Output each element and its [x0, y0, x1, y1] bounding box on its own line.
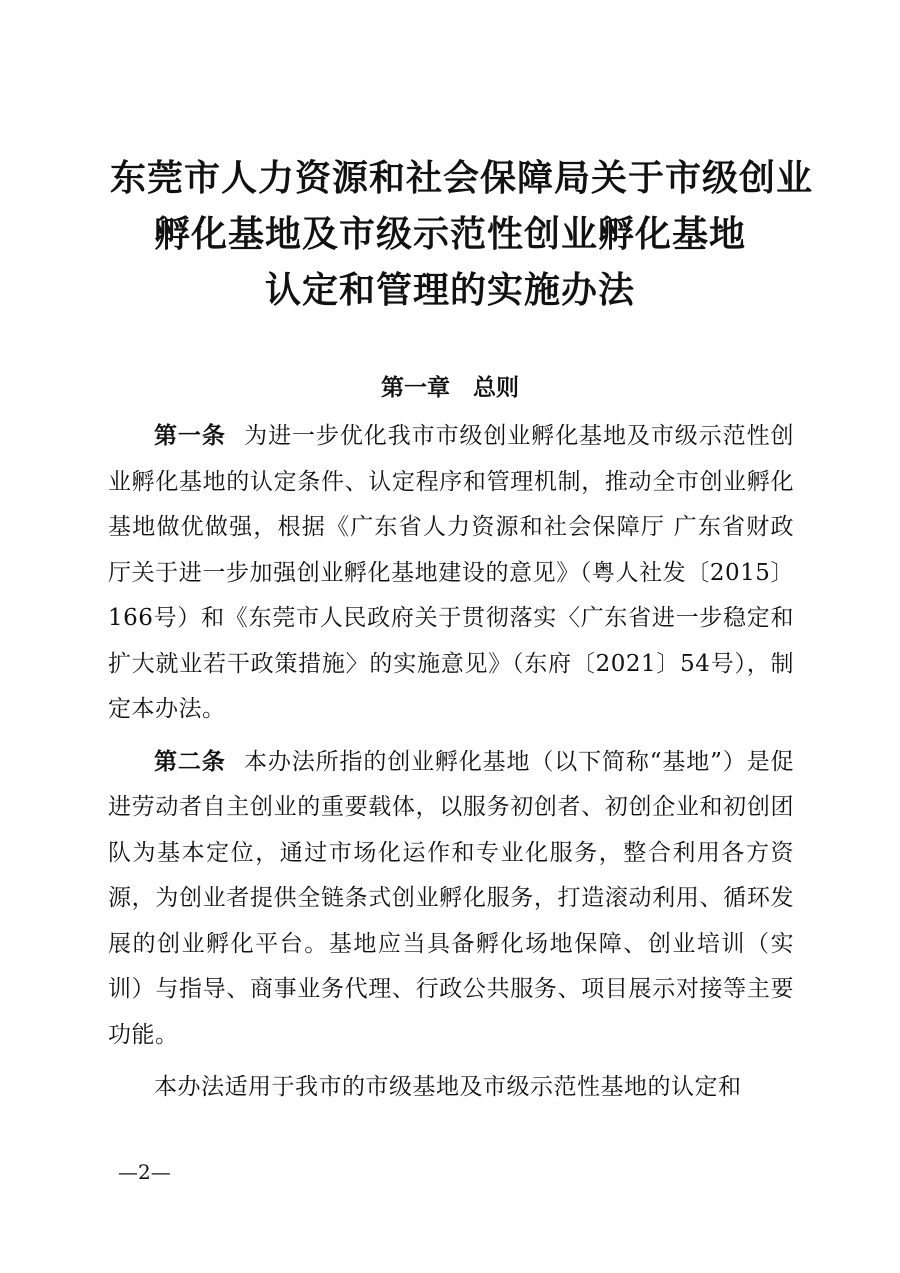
article-1-paragraph: [108, 414, 794, 733]
title-line-3: 认定和管理的实施办法: [264, 269, 635, 311]
scope-text: 本办法适用于我市的市级基地及市级示范性基地的认定和: [154, 1074, 742, 1100]
article-2-label: 第二条: [154, 748, 226, 775]
article-1-label: 第一条: [154, 423, 226, 449]
scope-paragraph: [108, 1065, 794, 1111]
document-title: [110, 150, 814, 318]
article-2-paragraph: [108, 740, 794, 1059]
article-1-text: 为进一步优化我市市级创业孵化基地及市级示范性创业孵化基地的认定条件、认定程序和管理机制，推动全市创业孵化基地做优做强，根据《广东省人力资源和社会保障厅 广东省财政厅关于进一步加强创业孵化基地建设的意见》（粤人社发〔2015〕166号）和《东莞市人民政府关于贯彻落实〈广东省进一步稳定和扩大就业若干政策措施〉的实施意见》（东府〔2021〕54号），制定本办法。: [108, 423, 795, 722]
document-body: [108, 414, 794, 1118]
title-line-2: 孵化基地及市级示范性创业孵化基地: [153, 213, 746, 255]
chapter-heading: 第一章 总则: [381, 375, 519, 401]
title-line-1: 东莞市人力资源和社会保障局关于市级创业: [110, 157, 814, 199]
article-2-text: 本办法所指的创业孵化基地（以下简称“基地”）是促进劳动者自主创业的重要载体，以服务初创者、初创企业和初创团队为基本定位，通过市场化运作和专业化服务，整合利用各方资源，为创业者提供全链条式创业孵化服务，打造滚动利用、循环发展的创业孵化平台。基地应当具备孵化场地保障、创业培训（实训）与指导、商事业务代理、行政公共服务、项目展示对接等主要功能。: [108, 748, 794, 1048]
page-number: —2—: [118, 1160, 171, 1184]
